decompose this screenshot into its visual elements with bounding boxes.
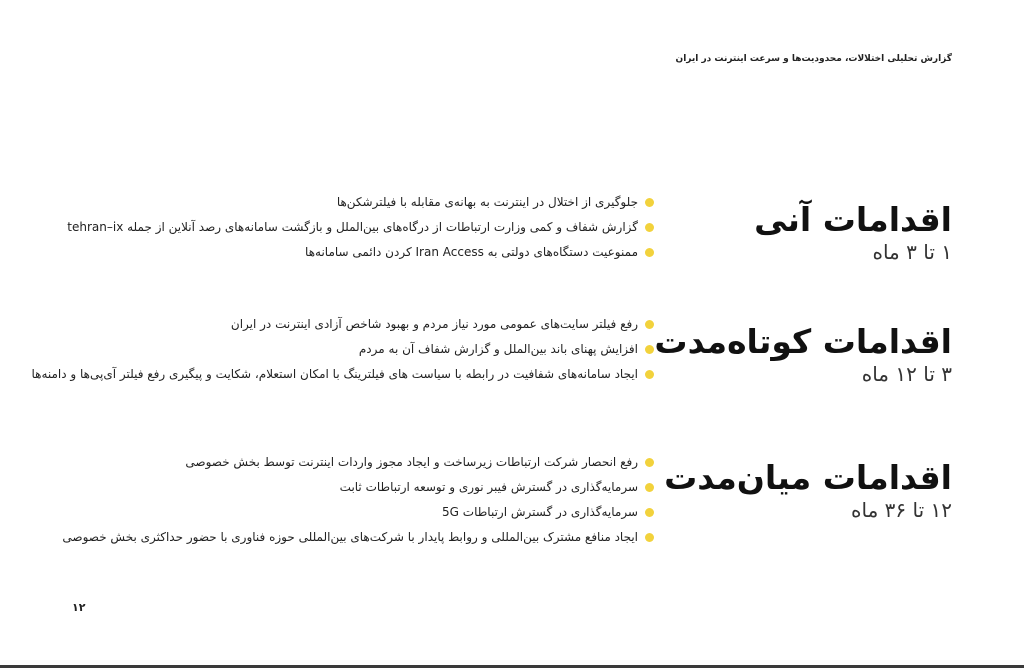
list-item: [14, 240, 654, 265]
bullet-dot-icon: [645, 458, 654, 467]
list-item: [14, 450, 654, 475]
list-item-text: افزایش پهنای باند بین‌الملل و گزارش شفاف آن به مردم: [358, 342, 638, 356]
section-title: اقدامات کوتاه‌مدت: [654, 322, 952, 361]
list-item: [14, 312, 654, 337]
list-item-text: ایجاد منافع مشترک بین‌المللی و روابط پایدار با شرکت‌های بین‌المللی حوزه فناوری با حضور حداکثری بخش خصوصی: [62, 530, 638, 544]
list-item-text: رفع انحصار شرکت ارتباطات زیرساخت و ایجاد مجوز واردات اینترنت توسط بخش خصوصی: [185, 455, 638, 469]
section-timeframe: ۱۲ تا ۳۶ ماه: [851, 498, 952, 522]
action-list: [14, 190, 654, 265]
list-item: [14, 475, 654, 500]
section-title: اقدامات میان‌مدت: [664, 458, 952, 497]
bullet-dot-icon: [645, 483, 654, 492]
list-item-text: گزارش شفاف و کمی وزارت ارتباطات از درگاه‌های بین‌الملل و بازگشت سامانه‌های رصد آنلاین از جمله tehran–ix: [67, 220, 638, 234]
list-item-text: ممنوعیت دستگاه‌های دولتی به Iran Access کردن دائمی سامانه‌ها: [305, 245, 638, 259]
running-header: گزارش تحلیلی اختلالات، محدودیت‌ها و سرعت اینترنت در ایران: [675, 54, 952, 64]
bullet-dot-icon: [645, 370, 654, 379]
bullet-dot-icon: [645, 320, 654, 329]
list-item-text: سرمایه‌گذاری در گسترش ارتباطات 5G: [442, 505, 638, 519]
list-item: [14, 337, 654, 362]
bullet-dot-icon: [645, 198, 654, 207]
list-item: [14, 500, 654, 525]
section-heading: [692, 200, 952, 264]
bullet-dot-icon: [645, 508, 654, 517]
action-list: [14, 450, 654, 550]
list-item: [14, 215, 654, 240]
list-item-text: ایجاد سامانه‌های شفافیت در رابطه با سیاست‌ های فیلترینگ با امکان استعلام، شکایت و پیگیری رفع فیلتر آی‌پی‌ها و دامنه‌ها: [31, 367, 638, 381]
list-item-text: رفع فیلتر سایت‌های عمومی مورد نیاز مردم و بهبود شاخص آزادی اینترنت در ایران: [230, 317, 638, 331]
list-item-text: جلوگیری از اختلال در اینترنت به بهانه‌ی مقابله با فیلترشکن‌ها: [336, 195, 638, 209]
list-item: [14, 362, 654, 387]
bullet-dot-icon: [645, 533, 654, 542]
bullet-dot-icon: [645, 248, 654, 257]
section-heading: [654, 322, 952, 386]
list-item-text: سرمایه‌گذاری در گسترش فیبر نوری و توسعه ارتباطات ثابت: [339, 480, 638, 494]
section-title: اقدامات آنی: [754, 200, 952, 239]
list-item: [14, 190, 654, 215]
section-timeframe: ۱ تا ۳ ماه: [872, 240, 952, 264]
page-number: ۱۲: [72, 601, 86, 614]
action-list: [14, 312, 654, 387]
section-heading: [664, 458, 952, 522]
bullet-dot-icon: [645, 223, 654, 232]
section-timeframe: ۳ تا ۱۲ ماه: [861, 362, 952, 386]
list-item: [14, 525, 654, 550]
bullet-dot-icon: [645, 345, 654, 354]
